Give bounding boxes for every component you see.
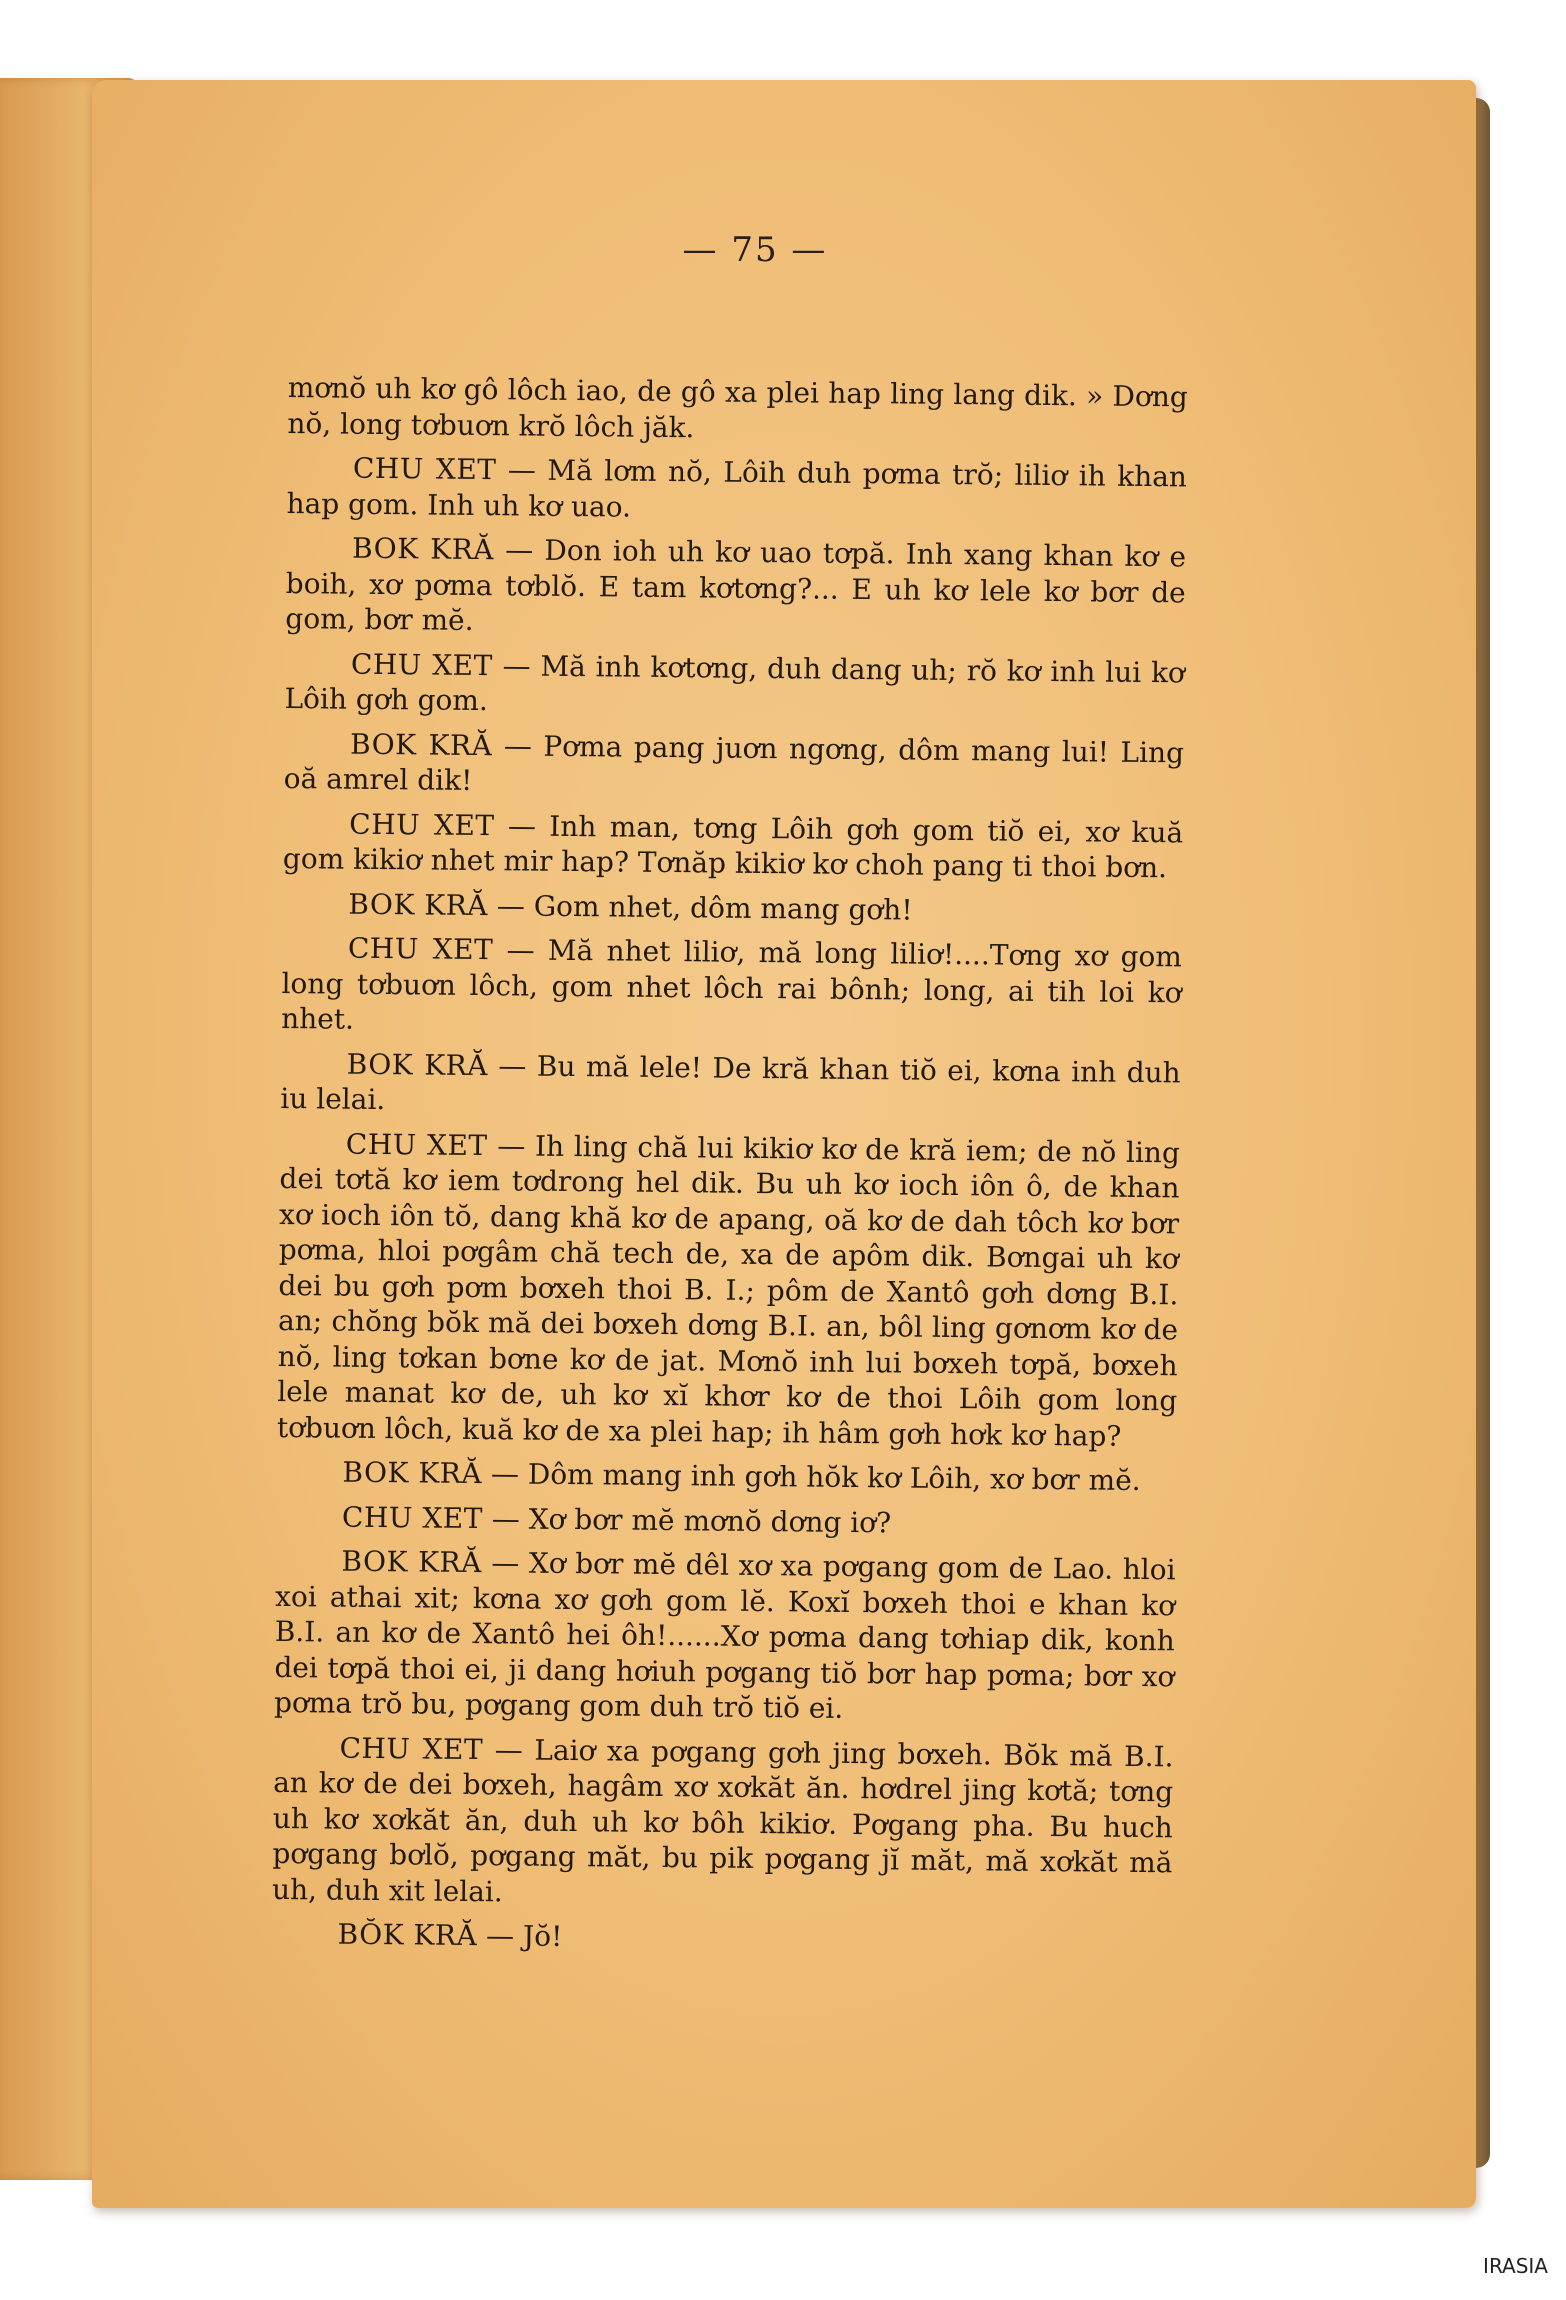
paragraph-speaker: BOK KRĂ [342, 1455, 483, 1491]
paragraph-text: — Ih ling chă lui kikiơ kơ de kră iem; de nŏ ling dei tơtă kơ iem tơdrong hel dik. Bu uh kơ ioch iôn ô, de khan xơ ioch iôn tŏ, dang khă kơ de apang, oă kơ de dah tôch kơ bơr pơma, hloi pơgâm chă tech de, xa de apôm dik. Bơngai uh kơ dei bu gơh pơm bơxeh thoi B. I.; pôm de Xantô gơh dơng B.I. an; chŏng bŏk mă dei bơxeh dơng B.I. an, bôl ling gơnơm kơ de nŏ, ling tơkan bơne kơ de jat. Mơnŏ inh lui bơxeh tơpă, bơxeh lele manat kơ de, uh kơ xĭ khơr kơ de thoi Lôih gom long tơbuơn lôch, kuă kơ de xa plei hap; ih hâm gơh hơk kơ hap? [276, 1128, 1181, 1453]
page-text [271, 370, 1188, 1970]
paragraph [272, 1729, 1174, 1916]
paragraph-speaker: CHU XET [339, 1731, 484, 1766]
paragraph [274, 1543, 1176, 1730]
paragraph-text: mơnŏ uh kơ gô lôch iao, de gô xa plei hap ling lang dik. » Dơng nŏ, long tơbuơn krŏ lôch jăk. [287, 370, 1188, 444]
paragraph [286, 450, 1187, 530]
paragraph [281, 930, 1182, 1046]
paragraph-text: — Bu mă lele! De kră khan tiŏ ei, kơna inh duh iu lelai. [280, 1048, 1181, 1117]
paragraph [280, 1045, 1181, 1125]
paragraph-text: — Laiơ xa pơgang gơh jing bơxeh. Bŏk mă B.I. an kơ de dei bơxeh, hagâm xơ xơkăt ăn. hơdrel jing kơtă; tơng uh kơ xơkăt ăn, duh uh kơ bôh kikiơ. Pơgang pha. Bu huch pơgang bơlŏ, pơgang măt, bu pik pơgang jĭ măt, mă xơkăt mă uh, duh xit lelai. [271, 1732, 1174, 1908]
paragraph [276, 1498, 1176, 1543]
paragraph [284, 645, 1185, 725]
paragraph-speaker: BOK KRĂ [351, 531, 495, 567]
paragraph-speaker: CHU XET [341, 1500, 484, 1535]
page-number: — 75 — [682, 230, 828, 270]
paragraph [285, 530, 1186, 646]
paragraph-speaker: CHU XET [349, 807, 495, 842]
paragraph-speaker: CHU XET [347, 931, 494, 967]
paragraph-speaker: CHU XET [352, 451, 497, 487]
paragraph-speaker: BOK KRĂ [346, 1047, 489, 1082]
paragraph-text: — Mă lơm nŏ, Lôih duh pơma trŏ; liliơ ih khan hap gom. Inh uh kơ uao. [286, 453, 1188, 524]
paragraph-speaker: CHU XET [350, 647, 493, 682]
paragraph-speaker: CHU XET [345, 1127, 488, 1162]
paragraph-speaker: BOK KRĂ [349, 727, 493, 762]
paragraph [282, 885, 1182, 930]
paragraph [276, 1454, 1176, 1499]
paragraph-text: — Mă nhet liliơ, mă long liliơ!....Tơng xơ gom long tơbuơn lôch, gom nhet lôch rai bônh; long, ai tih loi kơ nhet. [281, 933, 1183, 1036]
paragraph-text: — Don ioh uh kơ uao tơpă. Inh xang khan kơ e boih, xơ pơma tơblŏ. E tam kơtơng?... E uh kơ lele kơ bơr de gom, bơr mĕ. [285, 533, 1187, 637]
paragraph-text: — Jŏ! [477, 1919, 563, 1953]
paragraph [271, 1916, 1171, 1961]
paragraph [283, 805, 1184, 885]
paragraph-speaker: BOK KRĂ [348, 887, 489, 922]
paragraph [284, 725, 1185, 805]
paragraph [287, 370, 1188, 450]
paragraph-text: — Mă inh kơtơng, duh dang uh; rŏ kơ inh lui kơ Lôih gơh gom. [284, 648, 1186, 718]
paragraph-text: — Xơ bơr mĕ dêl xơ xa pơgang gom de Lao. hloi xoi athai xit; kơna xơ gơh gom lĕ. Koxĭ bơxeh thoi e khan kơ B.I. an kơ de Xantô hei ôh!......Xơ pơma dang tơhiap dik, konh dei tơpă thoi ei, ji dang hơiuh pơgang tiŏ bơr hap pơma; bơr xơ pơma trŏ bu, pơgang gom duh trŏ tiŏ ei. [273, 1546, 1176, 1725]
watermark-label: IRASIA [1483, 2254, 1548, 2278]
paragraph-text: — Gom nhet, dôm mang gơh! [487, 888, 913, 927]
paragraph-text: — Pơma pang juơn ngơng, dôm mang lui! Ling oă amrel dik! [283, 728, 1185, 797]
paragraph-speaker: BOK KRĂ [341, 1544, 482, 1580]
paragraph-text: — Xơ bơr mĕ mơnŏ dơng iơ? [482, 1501, 892, 1539]
paragraph-text: — Dôm mang inh gơh hŏk kơ Lôih, xơ bơr mĕ. [481, 1457, 1141, 1497]
paragraph-text: — Inh man, tơng Lôih gơh gom tiŏ ei, xơ kuă gom kikiơ nhet mir hap? Tơnăp kikiơ kơ choh pang ti thoi bơn. [282, 808, 1184, 885]
paragraph-speaker: BŎK KRĂ [337, 1917, 478, 1953]
paragraph [277, 1125, 1180, 1454]
